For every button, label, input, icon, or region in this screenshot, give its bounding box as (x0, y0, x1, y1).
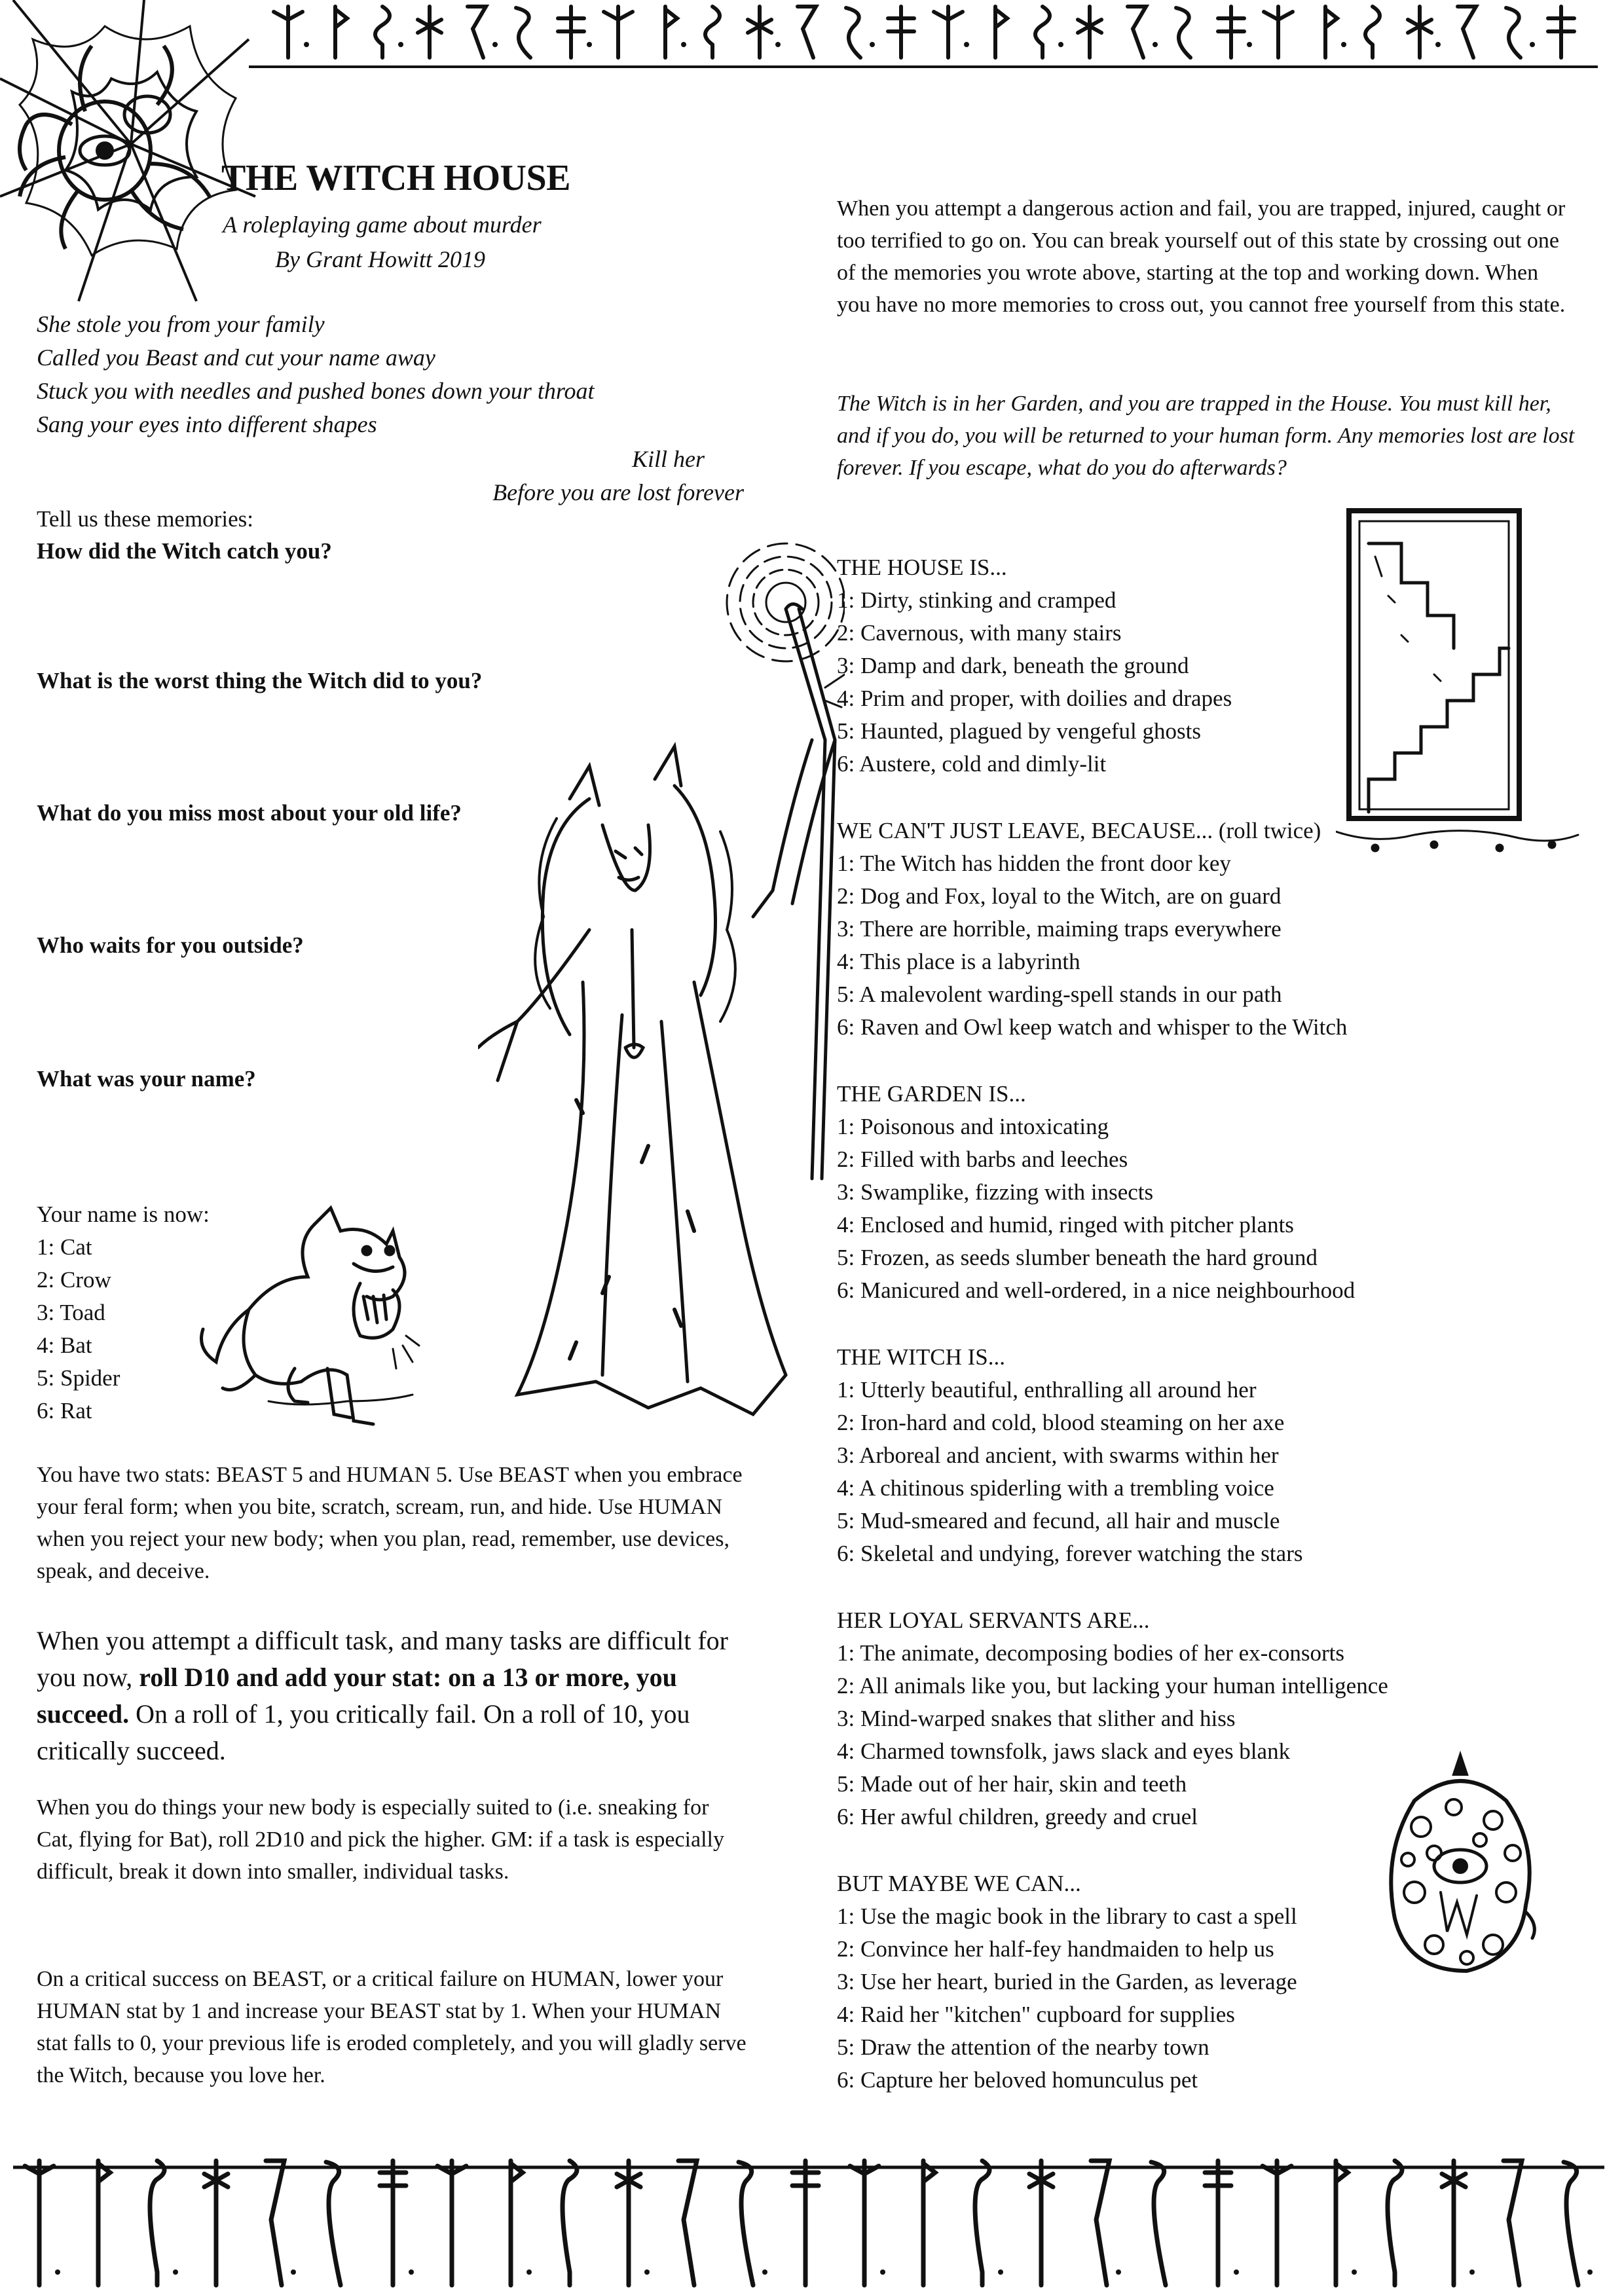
rune-dot (1116, 2269, 1121, 2275)
page-subtitle: A roleplaying game about murder (223, 211, 542, 238)
list-item: 2: Convince her half-fey handmaiden to help us (837, 1936, 1274, 1962)
poem-line: She stole you from your family (37, 311, 325, 337)
rune-glyph (798, 7, 816, 58)
list-item: 4: A chitinous spiderling with a trembling voice (837, 1475, 1274, 1501)
rune-glyph (1264, 7, 1293, 58)
list-item: 5: Frozen, as seeds slumber beneath the hard ground (837, 1245, 1318, 1270)
rune-glyph (934, 7, 963, 58)
rune-glyph (204, 2161, 228, 2285)
list-item: 5: Mud-smeared and fecund, all hair and muscle (837, 1508, 1280, 1533)
list-item: 3: Swamplike, fizzing with insects (837, 1179, 1154, 1205)
rune-glyph (380, 2161, 406, 2285)
rune-dot (1234, 2269, 1239, 2275)
rune-glyph (1218, 7, 1244, 58)
rune-dot (291, 2269, 296, 2275)
list-item: 6: Capture her beloved homunculus pet (837, 2067, 1198, 2093)
critical-rules: On a critical success on BEAST, or a critical failure on HUMAN, lower your HUMAN stat by 1 and increase your BEAST stat by 1. When your HUMAN stat falls to 0, your previous life is eroded completely, and you will gladly serve the Witch, because you love her. (37, 1967, 747, 2087)
rune-glyph (1564, 2162, 1578, 2285)
rune-dot (762, 2269, 767, 2275)
rune-dot (1153, 42, 1158, 47)
rune-dot (398, 42, 403, 47)
garden-table (837, 1078, 1577, 1307)
leave-table (837, 815, 1577, 1044)
rune-glyph (1325, 7, 1337, 58)
list-item: 3: Arboreal and ancient, with swarms within her (837, 1442, 1279, 1468)
rune-glyph (1029, 2161, 1053, 2285)
poem-line: Called you Beast and cut your name away (37, 344, 435, 371)
rune-glyph (888, 7, 914, 58)
rune-glyph (678, 2161, 697, 2285)
rune-glyph (98, 2161, 110, 2285)
list-item: 5: A malevolent warding-spell stands in our path (837, 982, 1282, 1007)
rune-dot (998, 2269, 1003, 2275)
rune-dot (1530, 42, 1535, 47)
rune-glyph (1128, 7, 1146, 58)
rune-dot (55, 2269, 60, 2275)
list-item: 6: Skeletal and undying, forever watching the stars (837, 1541, 1303, 1566)
list-item: 1: Use the magic book in the library to cast a spell (837, 1903, 1297, 1929)
homunculus-drawing (1375, 1748, 1545, 1987)
list-item: 1: Dirty, stinking and cramped (837, 587, 1116, 613)
rune-glyph (1365, 7, 1380, 58)
suited-rules: When you do things your new body is especially suited to (i.e. sneaking for Cat, flying for Bat), roll 2D10 and pick the higher. GM: if a task is especially difficult, break it down into smaller, individual tasks. (37, 1795, 724, 1884)
list-item: 1: Cat (37, 1234, 92, 1260)
page-title: THE WITCH HOUSE (221, 158, 570, 198)
list-item: 5: Spider (37, 1365, 120, 1391)
list-item: 3: Use her heart, buried in the Garden, as leverage (837, 1969, 1297, 1994)
rune-glyph (705, 7, 720, 58)
list-item: 6: Raven and Owl keep watch and whisper to the Witch (837, 1014, 1348, 1040)
rune-dot (1435, 42, 1441, 47)
rune-glyph (1078, 7, 1101, 58)
spider-web-drawing (0, 0, 262, 311)
witch-drawing (478, 524, 845, 1431)
rune-dot (880, 2269, 885, 2275)
rune-dot (526, 2269, 532, 2275)
list-item: 4: This place is a labyrinth (837, 949, 1080, 974)
stats-rules: You have two stats: BEAST 5 and HUMAN 5. Use BEAST when you embrace your feral form; when you bite, scratch, scream, run, and hide. Use HUMAN when you reject your new body; when you plan, read, remember, use devices, speak, and deceive. (37, 1463, 743, 1583)
list-item: 3: Mind-warped snakes that slither and hiss (837, 1706, 1236, 1731)
list-item: 1: Utterly beautiful, enthralling all around her (837, 1377, 1257, 1403)
list-item: 1: The animate, decomposing bodies of her ex-consorts (837, 1640, 1344, 1666)
rune-glyph (558, 7, 584, 58)
rune-glyph (274, 7, 303, 58)
rune-glyph (266, 2161, 284, 2285)
rune-glyph (1458, 7, 1476, 58)
list-item: 3: There are horrible, maiming traps everywhere (837, 916, 1282, 942)
poem-line: Sang your eyes into different shapes (37, 411, 377, 437)
rune-dot (492, 42, 498, 47)
rune-glyph (1091, 2161, 1109, 2285)
list-item: 3: Toad (37, 1300, 105, 1325)
list-item: 5: Made out of her hair, skin and teeth (837, 1771, 1187, 1797)
list-item: 2: Iron-hard and cold, blood steaming on her axe (837, 1410, 1285, 1435)
rune-glyph (1176, 8, 1190, 58)
list-item: 2: Cavernous, with many stairs (837, 620, 1122, 646)
task-rules-c: On a roll of 1, you critically fail. On a roll of 10, you critically succeed. (37, 1699, 690, 1765)
rune-glyph (975, 2161, 989, 2285)
list-item: 2: All animals like you, but lacking your human intelligence (837, 1673, 1388, 1698)
list-item: 4: Raid her "kitchen" cupboard for supplies (837, 2002, 1235, 2027)
task-rules (37, 1623, 750, 1769)
rune-dot (1247, 42, 1252, 47)
table-heading: WE CAN'T JUST LEAVE, BECAUSE... (roll twice) (837, 818, 1321, 843)
witch-table (837, 1341, 1577, 1570)
names-list (37, 1198, 210, 1427)
list-item: 4: Bat (37, 1332, 92, 1358)
names-heading: Your name is now: (37, 1202, 210, 1227)
rune-glyph (1504, 2161, 1522, 2285)
poem-before-line: Before you are lost forever (492, 479, 744, 505)
memory-question: Who waits for you outside? (37, 932, 304, 958)
rune-dot (775, 42, 781, 47)
rune-dot (1058, 42, 1063, 47)
rune-dot (173, 2269, 178, 2275)
rune-glyph (1035, 7, 1050, 58)
rune-dot (1352, 2269, 1357, 2275)
rune-dot (644, 2269, 650, 2275)
list-item: 1: Poisonous and intoxicating (837, 1114, 1109, 1139)
list-item: 6: Her awful children, greedy and cruel (837, 1804, 1198, 1829)
memory-question: How did the Witch catch you? (37, 538, 332, 564)
rune-glyph (511, 2161, 523, 2285)
byline: By Grant Howitt 2019 (275, 246, 485, 272)
rune-glyph (418, 7, 441, 58)
rune-glyph (748, 7, 771, 58)
rune-glyph (1442, 2161, 1466, 2285)
list-item: 5: Haunted, plagued by vengeful ghosts (837, 718, 1202, 744)
rune-glyph (846, 8, 860, 58)
list-item: 2: Filled with barbs and leeches (837, 1147, 1128, 1172)
poem (37, 308, 744, 509)
table-heading: BUT MAYBE WE CAN... (837, 1871, 1081, 1896)
rune-dot (1341, 42, 1346, 47)
list-item: 4: Charmed townsfolk, jaws slack and eyes blank (837, 1738, 1291, 1764)
memory-question: What do you miss most about your old life? (37, 800, 462, 826)
list-item: 1: The Witch has hidden the front door key (837, 851, 1231, 876)
rune-dot (587, 42, 592, 47)
table-heading: THE WITCH IS... (837, 1344, 1005, 1370)
rune-glyph (604, 7, 633, 58)
rune-glyph (150, 2161, 164, 2285)
list-item: 4: Enclosed and humid, ringed with pitcher plants (837, 1212, 1294, 1238)
rune-glyph (326, 2162, 341, 2285)
fail-rules: When you attempt a dangerous action and fail, you are trapped, injured, caught or too terrified to go on. You can break yourself out of this state by crossing out one of the memories you wrote above, starting at the top and working down. When you have no more memories to cross out, you cannot free yourself from this state. (837, 196, 1566, 317)
rune-glyph (375, 7, 390, 58)
task-rules-b: roll D10 and add your stat: on a 13 or more, you succeed. (37, 1662, 677, 1729)
list-item: 2: Dog and Fox, loyal to the Witch, are on guard (837, 883, 1282, 909)
table-heading: THE GARDEN IS... (837, 1081, 1026, 1107)
rune-glyph (1548, 7, 1574, 58)
garden-rules: The Witch is in her Garden, and you are trapped in the House. You must kill her, and if you do, you will be returned to your human form. Any memories lost are lost forever. If you escape, what do you do afterwards? (837, 392, 1575, 480)
rune-dot (870, 42, 875, 47)
rune-dot (409, 2269, 414, 2275)
rune-glyph (437, 2161, 466, 2285)
rune-border-bottom (0, 2154, 1624, 2295)
list-item: 6: Manicured and well-ordered, in a nice neighbourhood (837, 1277, 1356, 1303)
list-item: 2: Crow (37, 1267, 111, 1293)
rune-glyph (1336, 2161, 1348, 2285)
list-item: 6: Rat (37, 1398, 92, 1423)
rune-glyph (516, 8, 530, 58)
rune-glyph (792, 2161, 819, 2285)
memory-question: What was your name? (37, 1066, 256, 1092)
poem-line: Stuck you with needles and pushed bones down your throat (37, 378, 595, 404)
beast-dog-drawing (196, 1205, 485, 1444)
rune-glyph (739, 2162, 753, 2285)
rune-glyph (1263, 2161, 1291, 2285)
memories-intro: Tell us these memories: (37, 506, 253, 532)
table-heading: HER LOYAL SERVANTS ARE... (837, 1607, 1150, 1633)
rune-glyph (563, 2161, 577, 2285)
rune-glyph (850, 2161, 879, 2285)
rune-glyph (665, 7, 677, 58)
rune-glyph (995, 7, 1007, 58)
rune-glyph (1506, 8, 1521, 58)
rune-glyph (1151, 2162, 1166, 2285)
rune-dot (1587, 2269, 1593, 2275)
table-heading: THE HOUSE IS... (837, 555, 1007, 580)
memory-question: What is the worst thing the Witch did to you? (37, 668, 483, 693)
rune-glyph (617, 2161, 640, 2285)
rune-glyph (1388, 2161, 1402, 2285)
rune-glyph (25, 2161, 54, 2285)
house-table (837, 551, 1577, 780)
rune-glyph (468, 7, 486, 58)
task-rules-a: When you attempt a difficult task, and many tasks are difficult for you now, (37, 1626, 728, 1692)
rune-dot (304, 42, 309, 47)
rune-dot (681, 42, 686, 47)
list-item: 4: Prim and proper, with doilies and drapes (837, 686, 1232, 711)
list-item: 6: Austere, cold and dimly-lit (837, 751, 1107, 777)
rune-dot (1469, 2269, 1475, 2275)
poem-kill-line: Kill her (631, 446, 705, 472)
rune-dot (964, 42, 969, 47)
list-item: 5: Draw the attention of the nearby town (837, 2034, 1209, 2060)
rune-glyph (1205, 2161, 1231, 2285)
rune-glyph (335, 7, 347, 58)
rune-glyph (923, 2161, 935, 2285)
rune-glyph (1408, 7, 1431, 58)
list-item: 3: Damp and dark, beneath the ground (837, 653, 1189, 678)
